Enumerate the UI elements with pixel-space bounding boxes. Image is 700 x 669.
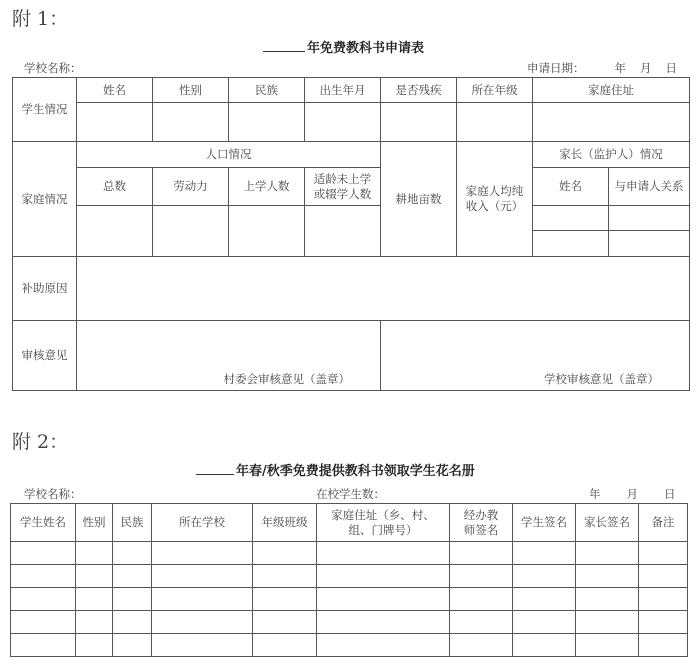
header-birth: 出生年月 (305, 78, 381, 103)
village-review-cell[interactable] (77, 321, 381, 391)
input-cell[interactable] (576, 634, 639, 657)
student-section-label: 学生情况 (13, 78, 77, 142)
school-review-label: 学校审核意见（盖章） (544, 372, 659, 386)
income-label: 家庭人均纯收入（元） (457, 142, 533, 257)
header-ethnicity: 民族 (113, 504, 152, 542)
date-2 (589, 486, 676, 502)
input-cell[interactable] (457, 103, 533, 142)
input-cell[interactable] (253, 542, 317, 565)
date-year: 年 (614, 61, 626, 75)
input-cell[interactable] (609, 206, 690, 231)
date-year: 年 (589, 487, 601, 501)
form1-title-text: 年免费教科书申请表 (307, 41, 425, 56)
input-cell[interactable] (639, 588, 688, 611)
input-cell[interactable] (152, 634, 253, 657)
input-cell[interactable] (229, 206, 305, 257)
input-cell[interactable] (381, 103, 457, 142)
student-count-label: 在校学生数： (316, 487, 385, 501)
review-label: 审核意见 (13, 321, 77, 391)
input-cell[interactable] (152, 588, 253, 611)
input-cell[interactable] (76, 588, 113, 611)
header-in-school: 上学人数 (229, 168, 305, 206)
date-month: 月 (640, 61, 652, 75)
input-cell[interactable] (639, 565, 688, 588)
input-cell[interactable] (253, 565, 317, 588)
header-home-address: 家庭住址（乡、村、组、门牌号） (317, 504, 450, 542)
input-cell[interactable] (11, 634, 76, 657)
input-cell[interactable] (253, 634, 317, 657)
school-name-label: 学校名称： (24, 61, 82, 75)
school-review-cell[interactable] (381, 321, 690, 391)
input-cell[interactable] (513, 611, 576, 634)
application-form-table (12, 77, 690, 391)
input-cell[interactable] (76, 611, 113, 634)
input-cell[interactable] (253, 611, 317, 634)
input-cell[interactable] (11, 565, 76, 588)
header-parent-signature: 家长签名 (576, 504, 639, 542)
header-remarks: 备注 (639, 504, 688, 542)
input-cell[interactable] (639, 634, 688, 657)
input-cell[interactable] (113, 542, 152, 565)
input-cell[interactable] (11, 588, 76, 611)
input-cell[interactable] (513, 565, 576, 588)
attachment-2-label: 附 2： (12, 431, 69, 453)
header-disability: 是否残疾 (381, 78, 457, 103)
header-relation: 与申请人关系 (609, 168, 690, 206)
input-cell[interactable] (576, 565, 639, 588)
input-cell[interactable] (152, 542, 253, 565)
header-grade-class: 年级班级 (253, 504, 317, 542)
year-blank (196, 462, 234, 475)
input-cell[interactable] (317, 542, 450, 565)
input-cell[interactable] (533, 103, 690, 142)
farmland-label: 耕地亩数 (381, 142, 457, 257)
input-cell[interactable] (305, 103, 381, 142)
header-ethnicity: 民族 (229, 78, 305, 103)
input-cell[interactable] (153, 103, 229, 142)
header-school: 所在学校 (152, 504, 253, 542)
header-gender: 性别 (76, 504, 113, 542)
input-cell[interactable] (533, 206, 609, 231)
table-row (11, 634, 688, 657)
header-guardian-name: 姓名 (533, 168, 609, 206)
roster-table (10, 503, 688, 657)
input-cell[interactable] (639, 611, 688, 634)
date-day: 日 (664, 487, 676, 501)
form2-title-text: 年春/秋季免费提供教科书领取学生花名册 (236, 464, 475, 479)
input-cell[interactable] (317, 565, 450, 588)
apply-date (527, 60, 677, 76)
input-cell[interactable] (229, 103, 305, 142)
village-review-label: 村委会审核意见（盖章） (223, 372, 350, 386)
header-labor: 劳动力 (153, 168, 229, 206)
input-cell[interactable] (513, 542, 576, 565)
input-cell[interactable] (152, 611, 253, 634)
input-cell[interactable] (77, 103, 153, 142)
input-cell[interactable] (253, 588, 317, 611)
population-label: 人口情况 (77, 142, 381, 168)
input-cell[interactable] (533, 231, 609, 257)
header-gender: 性别 (153, 78, 229, 103)
table-row (11, 542, 688, 565)
header-total: 总数 (77, 168, 153, 206)
attachment-1-label: 附 1： (12, 8, 69, 30)
input-cell[interactable] (76, 542, 113, 565)
aid-reason-label: 补助原因 (13, 257, 77, 321)
family-section-label: 家庭情况 (13, 142, 77, 257)
aid-reason-input[interactable] (77, 257, 690, 321)
year-blank (263, 39, 305, 52)
roster-header-row (11, 504, 688, 542)
input-cell[interactable] (153, 206, 229, 257)
input-cell[interactable] (305, 206, 381, 257)
date-month: 月 (626, 487, 638, 501)
input-cell[interactable] (450, 588, 513, 611)
school-name-label-2: 学校名称： (24, 487, 82, 501)
table-row (11, 611, 688, 634)
guardian-label: 家长（监护人）情况 (533, 142, 690, 168)
input-cell[interactable] (76, 634, 113, 657)
input-cell[interactable] (450, 611, 513, 634)
input-cell[interactable] (113, 611, 152, 634)
input-cell[interactable] (317, 611, 450, 634)
input-cell[interactable] (113, 588, 152, 611)
input-cell[interactable] (639, 542, 688, 565)
header-student-signature: 学生签名 (513, 504, 576, 542)
input-cell[interactable] (450, 565, 513, 588)
apply-date-label: 申请日期： (527, 61, 585, 75)
input-cell[interactable] (76, 565, 113, 588)
input-cell[interactable] (450, 634, 513, 657)
input-cell[interactable] (317, 634, 450, 657)
input-cell[interactable] (576, 542, 639, 565)
form1-title (263, 37, 424, 56)
input-cell[interactable] (513, 588, 576, 611)
input-cell[interactable] (152, 565, 253, 588)
header-grade: 所在年级 (457, 78, 533, 103)
input-cell[interactable] (11, 542, 76, 565)
input-cell[interactable] (609, 231, 690, 257)
header-teacher-signature: 经办教师签名 (450, 504, 513, 542)
input-cell[interactable] (450, 542, 513, 565)
date-day: 日 (665, 61, 677, 75)
input-cell[interactable] (113, 634, 152, 657)
table-row (11, 588, 688, 611)
header-out-of-school: 适龄未上学或辍学人数 (305, 168, 381, 206)
input-cell[interactable] (317, 588, 450, 611)
header-address: 家庭住址 (533, 78, 690, 103)
input-cell[interactable] (113, 565, 152, 588)
input-cell[interactable] (576, 611, 639, 634)
header-name: 姓名 (77, 78, 153, 103)
input-cell[interactable] (576, 588, 639, 611)
input-cell[interactable] (11, 611, 76, 634)
table-row (11, 565, 688, 588)
input-cell[interactable] (513, 634, 576, 657)
input-cell[interactable] (77, 206, 153, 257)
form2-title (196, 460, 475, 479)
header-student-name: 学生姓名 (11, 504, 76, 542)
